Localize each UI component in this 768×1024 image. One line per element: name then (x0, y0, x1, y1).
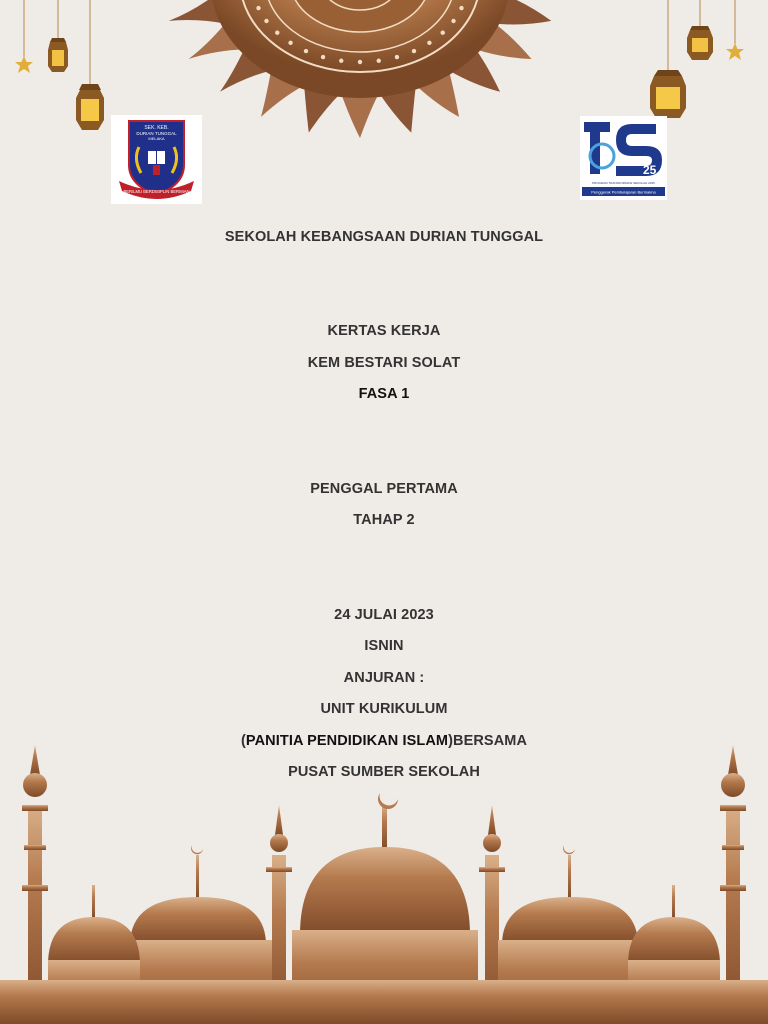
resource-center: PUSAT SUMBER SEKOLAH (288, 764, 480, 780)
mandala-dot (256, 6, 260, 10)
mandala-dot (321, 55, 325, 59)
crest-motto: BERILMU BERDISIPLIN BERIMAN (123, 189, 190, 194)
organizer: UNIT KURIKULUM (320, 701, 448, 717)
school-name: SEKOLAH KEBANGSAAN DURIAN TUNGGAL (224, 229, 544, 245)
ts25-caption-1: PROGRAM TRANSFORMASI SEKOLAH 2025 (592, 181, 655, 185)
event-date: 24 JULAI 2023 (334, 607, 434, 623)
mandala-dot (377, 59, 381, 63)
mandala-dot (441, 31, 445, 35)
document-type: KERTAS KERJA (327, 323, 441, 339)
mandala-dot (358, 60, 362, 64)
mandala-dot (339, 59, 343, 63)
event-day: ISNIN (364, 638, 404, 654)
mandala-petal (341, 93, 379, 138)
lantern-left (66, 0, 116, 140)
crest-text-2: DURIAN TUNGGAL (136, 131, 177, 136)
mandala-dot (427, 41, 431, 45)
organizer-label: ANJURAN : (343, 670, 425, 686)
mandala-dot (412, 49, 416, 53)
mandala-dot (459, 6, 463, 10)
partner-panel: PANITIA PENDIDIKAN ISLAM (245, 733, 449, 749)
crest-text-3: MELAKA (148, 136, 165, 141)
mandala-dot (451, 19, 455, 23)
school-crest-logo (111, 115, 202, 204)
ts25-logo (580, 116, 667, 200)
mandala-dot (264, 19, 268, 23)
program-title: KEM BESTARI SOLAT (307, 355, 461, 371)
crest-text-1: SEK. KEB. (144, 125, 169, 131)
mosque-silhouette (0, 735, 768, 1024)
mandala-dot (275, 31, 279, 35)
mandala-dot (304, 49, 308, 53)
ts25-caption-2: Penggerak Pembelajaran Bermakna (591, 189, 656, 195)
partner-open: ( (240, 733, 246, 749)
mandala-dot (395, 55, 399, 59)
ts25-number: 25 (643, 163, 657, 177)
partner-close: )BERSAMA (448, 733, 528, 749)
level: TAHAP 2 (353, 512, 415, 528)
term: PENGGAL PERTAMA (310, 481, 458, 497)
lantern-star-right (640, 0, 768, 125)
mandala-dot (288, 41, 292, 45)
phase: FASA 1 (358, 386, 410, 402)
